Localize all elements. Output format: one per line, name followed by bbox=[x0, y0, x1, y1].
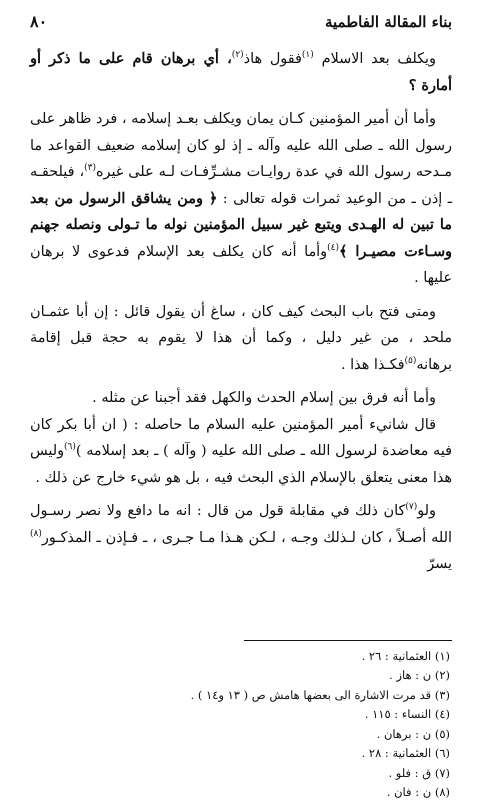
text-run: فقول هاذ bbox=[243, 51, 302, 67]
text-run: ، فيلحقـه ـ إذن ـ من الوعيد ثمرات قوله تعالى : bbox=[30, 164, 452, 207]
text-run: كان ذلك في مقابلة قول من قال : انه ما دافع ولا نصر رسـول الله أصـلاً ، كان لـذلك وجـه ، لـكن هـذا مـا جـرى ، ـ فـإذن ـ المذكـور bbox=[30, 503, 452, 546]
footnote-marker: (٨) bbox=[30, 528, 42, 539]
footnotes bbox=[30, 647, 452, 803]
text-run: قال شانيء أمير المؤمنين عليه السلام ما حاصله : ( ان أبا بكر كان فيه معاضدة لرسول الله ـ صلى الله عليه ( وآله ) ـ بعد إسلامه ) bbox=[30, 416, 452, 459]
footnote-item: (٥) ن : برهان . bbox=[376, 726, 450, 741]
footnote-item: (٧) ق : فلو . bbox=[388, 765, 450, 780]
text-run: يسرّ bbox=[427, 556, 452, 572]
text-run: وليس هذا معنى يتعلق بالإسلام الذي البحث فيه ، بل هو شيء خارج عن ذلك . bbox=[30, 443, 452, 486]
paragraph bbox=[30, 498, 452, 578]
main-text bbox=[30, 46, 452, 578]
footnote-item: (٣) قد مرت الاشارة الى بعضها هامش ص ( ١٣ و١٤ ) . bbox=[190, 687, 450, 702]
footnote-item: (٤) النساء : ١١٥ . bbox=[364, 707, 450, 721]
footnote-marker: (٣) bbox=[84, 163, 96, 174]
footnote-item: (٨) ن : فان . bbox=[386, 785, 450, 799]
footnote-marker: (٦) bbox=[64, 442, 76, 453]
footnote-marker: (٥) bbox=[404, 355, 417, 366]
footnote-divider bbox=[244, 640, 452, 641]
paragraph bbox=[30, 46, 452, 99]
page-number: ٨٠ bbox=[30, 12, 48, 31]
text-run: ومتى فتح باب البحث كيف كان ، ساغ أن يقول قائل : إن أبا عثمـان ملحد ، من غير دليل ، وكما أن هذا لا يقوم به حجة قبل إقامة برهانه bbox=[30, 303, 452, 373]
running-title: بناء المقالة الفاطمية bbox=[324, 13, 452, 31]
paragraph bbox=[30, 385, 452, 412]
text-run: ، أي برهان قام على ما ذكر أو أمارة ؟ bbox=[30, 50, 452, 94]
footnote-marker: (٤) bbox=[327, 242, 340, 253]
paragraph bbox=[30, 299, 452, 379]
footnote-item: (٦) العثمانية : ٢٨ . bbox=[361, 746, 450, 760]
text-run: وأما أن أمير المؤمنين كـان يمان ويكلف بعـد إسلامه ، فرد ظاهر على رسول الله ـ صلى الله عليه وآله ـ إذ لو كان إسلامه ضعيف القواعد ما مـدحه رسول الله في عدة روايـات مشـرِّفـات لـه على غيره bbox=[30, 111, 452, 180]
text-run: فكـذا هذا . bbox=[341, 356, 405, 373]
footnote-marker: (١) bbox=[301, 50, 314, 61]
footnote-item: (١) العثمانية : ٢٦ . bbox=[361, 648, 450, 663]
page-header bbox=[30, 12, 452, 40]
paragraph bbox=[30, 412, 452, 492]
paragraph bbox=[30, 106, 452, 292]
footnote-marker: (٢) bbox=[231, 50, 244, 61]
footnote-item: (٢) ن : هاز . bbox=[389, 668, 450, 682]
text-run: ويكلف بعد الاسلام bbox=[313, 51, 436, 67]
text-run: وأما أنه كان يكلف بعد الإسلام فدعوى لا برهان عليها . bbox=[30, 243, 452, 286]
footnote-marker: (٧) bbox=[405, 502, 418, 513]
text-run: ﴿ ومن يشاقق الرسول من بعد ما تبين له الهـدى ويتبع غير سبيل المؤمنين نوله ما تـولى ونصله جهنم وسـاءت مصيـرا ﴾ bbox=[30, 189, 452, 260]
text-run: وأما أنه فرق بين إسلام الحدث والكهل فقد أجبنا عن مثله . bbox=[92, 390, 436, 406]
text-run: ولو bbox=[417, 503, 436, 519]
